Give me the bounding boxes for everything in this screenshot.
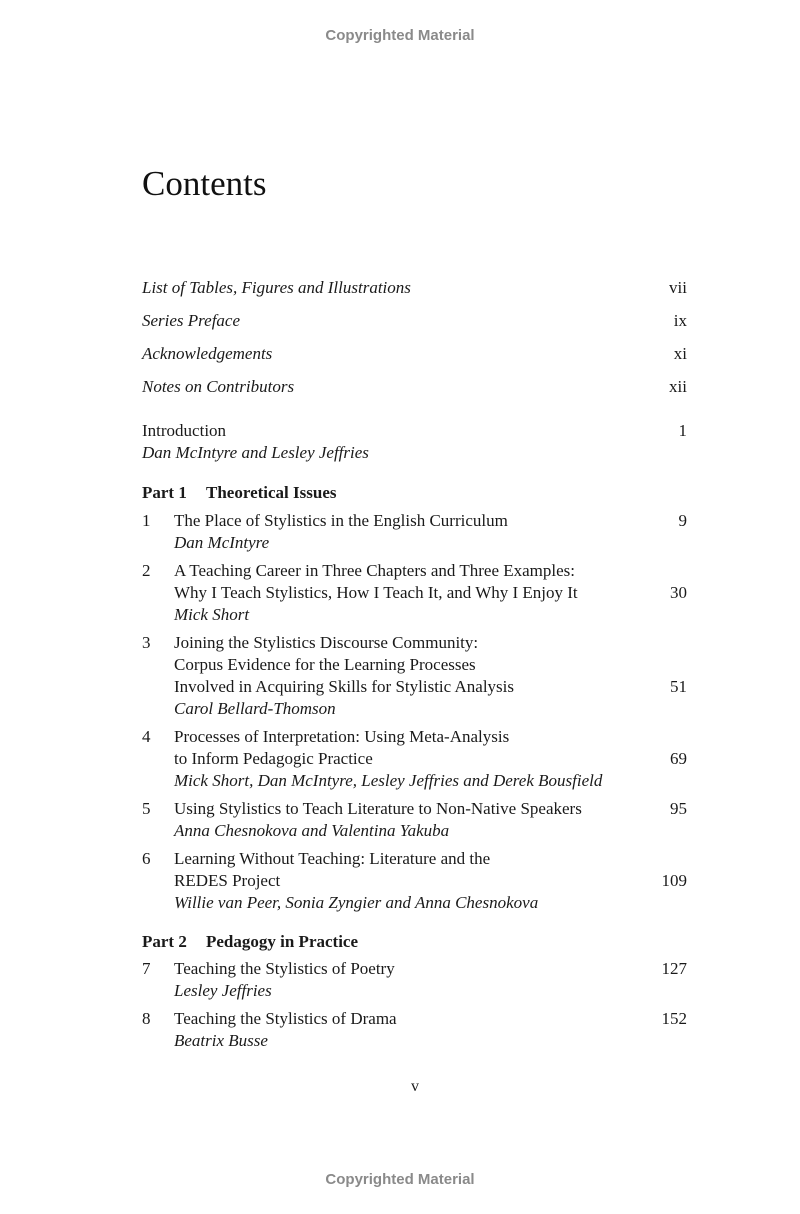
toc-entry-introduction[interactable] [142, 420, 687, 464]
chapter-title-line: The Place of Stylistics in the English Curriculum [174, 511, 508, 530]
toc-entry-page: 1 [678, 421, 687, 440]
part-title: Pedagogy in Practice [206, 932, 359, 951]
chapter-authors: Mick Short, Dan McIntyre, Lesley Jeffries and Derek Bousfield [174, 771, 603, 790]
part-label: Part 2 [142, 932, 187, 951]
chapter-number: 5 [142, 799, 151, 818]
chapter-page: 127 [661, 959, 687, 978]
toc-entry-title: Notes on Contributors [142, 377, 295, 396]
toc-entry-authors: Dan McIntyre and Lesley Jeffries [142, 443, 369, 462]
chapter-title-line: Joining the Stylistics Discourse Community: [174, 633, 479, 652]
toc-entry-series-preface[interactable] [142, 310, 687, 332]
chapter-page: 69 [670, 749, 687, 768]
toc-entry-list-of-tables[interactable] [142, 277, 687, 299]
part-title: Theoretical Issues [206, 483, 337, 502]
chapter-page: 109 [661, 871, 687, 890]
chapter-authors: Willie van Peer, Sonia Zyngier and Anna Chesnokova [174, 893, 539, 912]
toc-entry-page: ix [673, 311, 687, 330]
toc-entry-title: Acknowledgements [142, 344, 273, 363]
chapter-authors: Lesley Jeffries [174, 981, 272, 1000]
chapter-authors: Mick Short [174, 605, 250, 624]
chapter-page: 9 [678, 511, 687, 530]
chapter-title-line: Teaching the Stylistics of Poetry [174, 959, 395, 978]
toc-entry-title: Series Preface [142, 311, 241, 330]
chapter-title-line: REDES Project [174, 871, 281, 890]
chapter-title-line: Why I Teach Stylistics, How I Teach It, and Why I Enjoy It [174, 583, 578, 602]
toc-chapter-4[interactable] [142, 726, 687, 792]
chapter-authors: Dan McIntyre [174, 533, 270, 552]
toc-entry-notes-on-contributors[interactable] [142, 376, 687, 398]
toc-chapter-8[interactable] [142, 1008, 687, 1052]
toc-chapter-6[interactable] [142, 848, 687, 914]
chapter-number: 1 [142, 511, 151, 530]
chapter-number: 2 [142, 561, 151, 580]
chapter-number: 4 [142, 727, 151, 746]
chapter-title-line: Processes of Interpretation: Using Meta-Analysis [174, 727, 510, 746]
copyright-watermark-bottom: Copyrighted Material [325, 1171, 475, 1188]
chapter-authors: Beatrix Busse [174, 1031, 268, 1050]
chapter-page: 51 [670, 677, 687, 696]
chapter-number: 8 [142, 1009, 151, 1028]
chapter-authors: Carol Bellard-Thomson [174, 699, 336, 718]
part-heading-2 [142, 931, 358, 953]
toc-chapter-5[interactable] [142, 798, 687, 842]
toc-entry-page: vii [669, 278, 687, 297]
chapter-title-line: Using Stylistics to Teach Literature to Non-Native Speakers [174, 799, 582, 818]
page-title: Contents [142, 164, 267, 203]
chapter-page: 152 [661, 1009, 687, 1028]
toc-entry-page: xii [669, 377, 687, 396]
chapter-title-line: Teaching the Stylistics of Drama [174, 1009, 397, 1028]
chapter-number: 6 [142, 849, 151, 868]
toc-chapter-3[interactable] [142, 632, 687, 720]
chapter-page: 30 [670, 583, 687, 602]
page-number: v [411, 1078, 419, 1095]
chapter-title-line: Involved in Acquiring Skills for Stylistic Analysis [174, 677, 514, 696]
chapter-page: 95 [670, 799, 687, 818]
chapter-number: 3 [142, 633, 151, 652]
part-label: Part 1 [142, 483, 187, 502]
part-heading-1 [142, 482, 337, 504]
toc-entry-page: xi [673, 344, 687, 363]
chapter-title-line: A Teaching Career in Three Chapters and Three Examples: [174, 561, 576, 580]
chapter-number: 7 [142, 959, 151, 978]
toc-chapter-7[interactable] [142, 958, 687, 1002]
copyright-watermark-top: Copyrighted Material [325, 27, 475, 44]
chapter-title-line: Corpus Evidence for the Learning Processes [174, 655, 476, 674]
toc-entry-title: List of Tables, Figures and Illustrations [142, 278, 411, 297]
toc-chapter-1[interactable] [142, 510, 687, 554]
toc-entry-title: Introduction [142, 421, 227, 440]
chapter-authors: Anna Chesnokova and Valentina Yakuba [174, 821, 450, 840]
chapter-title-line: Learning Without Teaching: Literature and the [174, 849, 491, 868]
chapter-title-line: to Inform Pedagogic Practice [174, 749, 373, 768]
toc-entry-acknowledgements[interactable] [142, 343, 687, 365]
toc-chapter-2[interactable] [142, 560, 687, 626]
